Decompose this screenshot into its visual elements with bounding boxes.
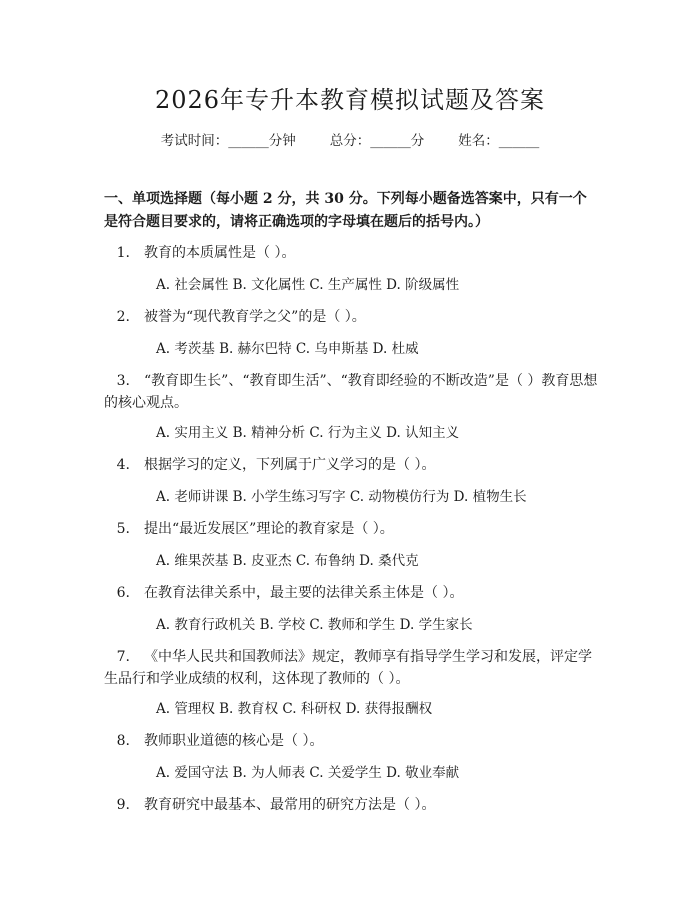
question-text: 在教育法律关系中，最主要的法律关系主体是（ ）。: [144, 585, 464, 601]
question-stem: [104, 370, 600, 414]
question-text: 教育的本质属性是（ ）。: [144, 245, 296, 261]
page-title: 2026年专升本教育模拟试题及答案: [154, 86, 546, 114]
question-text: 教师职业道德的核心是（ ）。: [144, 733, 324, 749]
question-number: 1.: [116, 245, 130, 261]
question-stem: [104, 730, 600, 752]
question-stem: [104, 646, 600, 690]
question-number: 9.: [116, 797, 130, 813]
question-number: 3.: [116, 373, 130, 389]
question-number: 7.: [116, 649, 130, 665]
question-stem: [104, 582, 600, 604]
question-text: 根据学习的定义，下列属于广义学习的是（ ）。: [144, 457, 436, 473]
question-number: 4.: [116, 457, 130, 473]
exam-meta: [0, 131, 700, 151]
question-options: A. 考茨基 B. 赫尔巴特 C. 乌申斯基 D. 杜威: [156, 341, 419, 357]
question-options: A. 教育行政机关 B. 学校 C. 教师和学生 D. 学生家长: [156, 617, 473, 633]
question-text: 《中华人民共和国教师法》规定，教师享有指导学生学习和发展，评定学生品行和学业成绩的权利，这体现了教师的（ ）。: [104, 649, 592, 687]
question-number: 2.: [116, 309, 130, 325]
section-heading: 一、单项选择题（每小题 2 分，共 30 分。下列每小题备选答案中，只有一个是符合题目要求的，请将正确选项的字母填在题后的括号内。）: [104, 191, 587, 230]
question-options: A. 老师讲课 B. 小学生练习写字 C. 动物模仿行为 D. 植物生长: [156, 489, 527, 505]
question-options: A. 社会属性 B. 文化属性 C. 生产属性 D. 阶级属性: [156, 277, 460, 293]
question-text: 提出“最近发展区”理论的教育家是（ ）。: [144, 521, 394, 537]
question-stem: [104, 518, 600, 540]
score-label: 总分：______分: [329, 133, 425, 149]
question-options: A. 管理权 B. 教育权 C. 科研权 D. 获得报酬权: [156, 701, 433, 717]
question-options: A. 爱国守法 B. 为人师表 C. 关爱学生 D. 敬业奉献: [156, 765, 460, 781]
question-text: 被誉为“现代教育学之父”的是（ ）。: [144, 309, 366, 325]
question-number: 6.: [116, 585, 130, 601]
question-stem: [104, 306, 600, 328]
name-label: 姓名：______: [458, 133, 540, 149]
question-text: 教育研究中最基本、最常用的研究方法是（ ）。: [144, 797, 436, 813]
question-stem: [104, 794, 600, 816]
question-stem: [104, 242, 600, 264]
time-label: 考试时间：______分钟: [160, 133, 296, 149]
question-options: A. 维果茨基 B. 皮亚杰 C. 布鲁纳 D. 桑代克: [156, 553, 419, 569]
question-number: 5.: [116, 521, 130, 537]
question-stem: [104, 454, 600, 476]
question-number: 8.: [116, 733, 130, 749]
question-options: A. 实用主义 B. 精神分析 C. 行为主义 D. 认知主义: [156, 425, 460, 441]
question-text: “教育即生长”、“教育即生活”、“教育即经验的不断改造”是（ ）教育思想的核心观点。: [104, 373, 598, 411]
